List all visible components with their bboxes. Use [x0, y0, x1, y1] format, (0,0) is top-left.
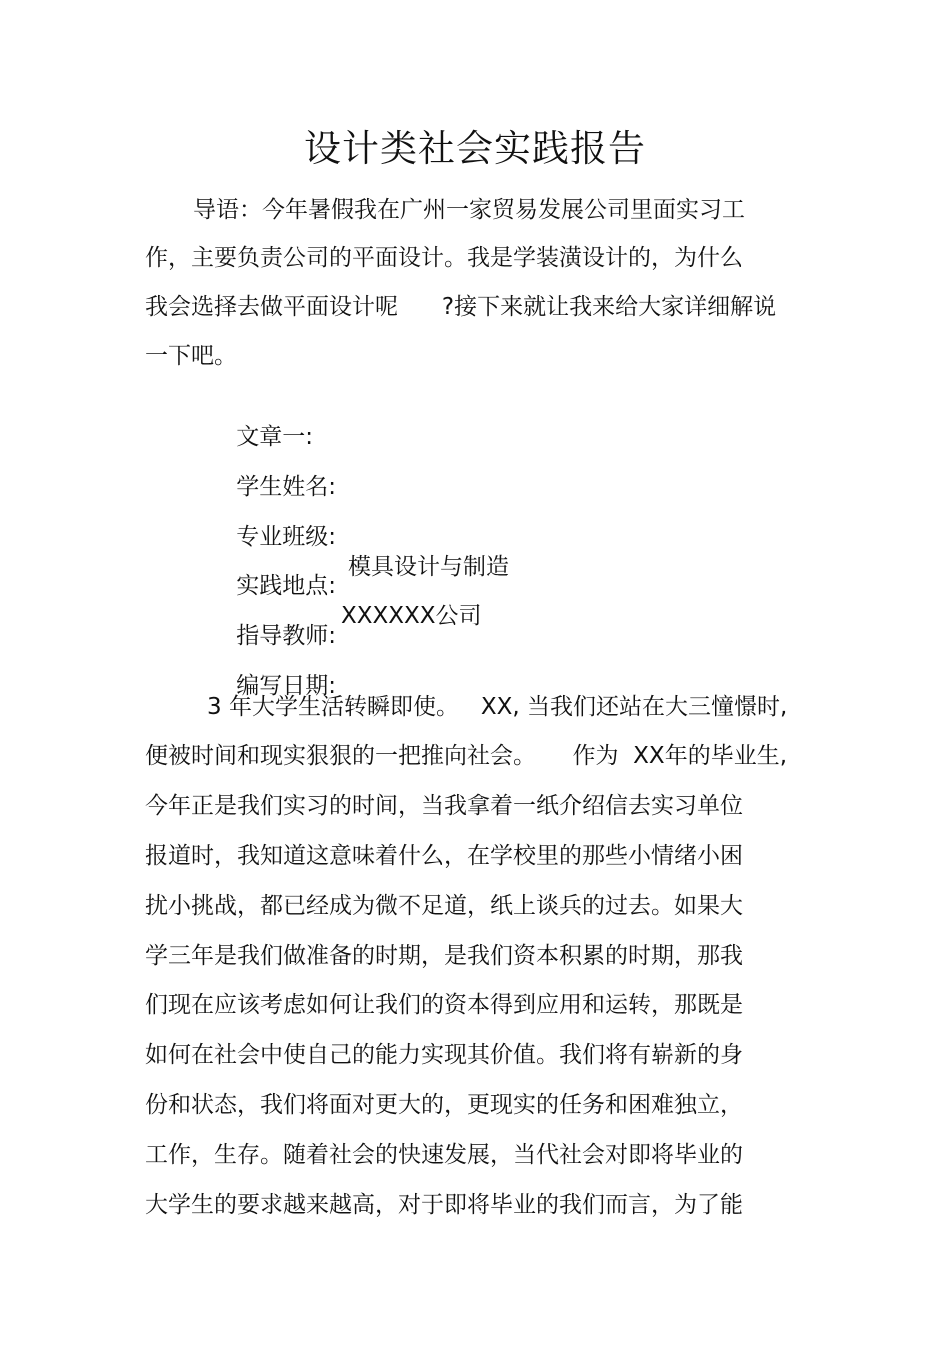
document-title: 设计类社会实践报告 — [304, 127, 646, 170]
body-line: 学三年是我们做准备的时期，是我们资本积累的时期，那我 — [145, 943, 743, 969]
body-line: 报道时，我知道这意味着什么，在学校里的那些小情绪小困 — [145, 843, 743, 869]
body-line: 便被时间和现实狠狠的一把推向社会。 作为 XX年的毕业生, — [145, 743, 788, 769]
field-value: XXXXXX公司 — [341, 603, 482, 629]
field-label: 实践地点: — [236, 573, 336, 599]
intro-line: 作，主要负责公司的平面设计。我是学装潢设计的，为什么 — [145, 245, 743, 271]
body-line: 们现在应该考虑如何让我们的资本得到应用和运转，那既是 — [145, 992, 743, 1018]
field-label: 编写日期: — [236, 673, 336, 699]
intro-line: 我会选择去做平面设计呢 ?接下来就让我来给大家详细解说 — [145, 294, 777, 320]
intro-line: 导语：今年暑假我在广州一家贸易发展公司里面实习工 — [193, 197, 745, 223]
body-line: 今年正是我们实习的时间，当我拿着一纸介绍信去实习单位 — [145, 793, 743, 819]
body-line: 工作，生存。随着社会的快速发展，当代社会对即将毕业的 — [145, 1142, 743, 1168]
body-line: 扰小挑战，都已经成为微不足道，纸上谈兵的过去。如果大 — [145, 893, 743, 919]
field-value: 模具设计与制造 — [348, 554, 509, 580]
body-line: 大学生的要求越来越高，对于即将毕业的我们而言，为了能 — [145, 1192, 743, 1218]
field-label: 学生姓名: — [236, 474, 336, 500]
field-label: 专业班级: — [236, 524, 336, 550]
body-line: 份和状态，我们将面对更大的，更现实的任务和困难独立， — [145, 1092, 743, 1118]
body-line: 3 年大学生活转瞬即使。 XX, 当我们还站在大三憧憬时, — [207, 694, 788, 720]
field-label: 指导教师: — [236, 623, 336, 649]
intro-line: 一下吧。 — [145, 343, 237, 369]
field-label: 文章一: — [236, 424, 313, 450]
body-line: 如何在社会中使自己的能力实现其价值。我们将有崭新的身 — [145, 1042, 743, 1068]
